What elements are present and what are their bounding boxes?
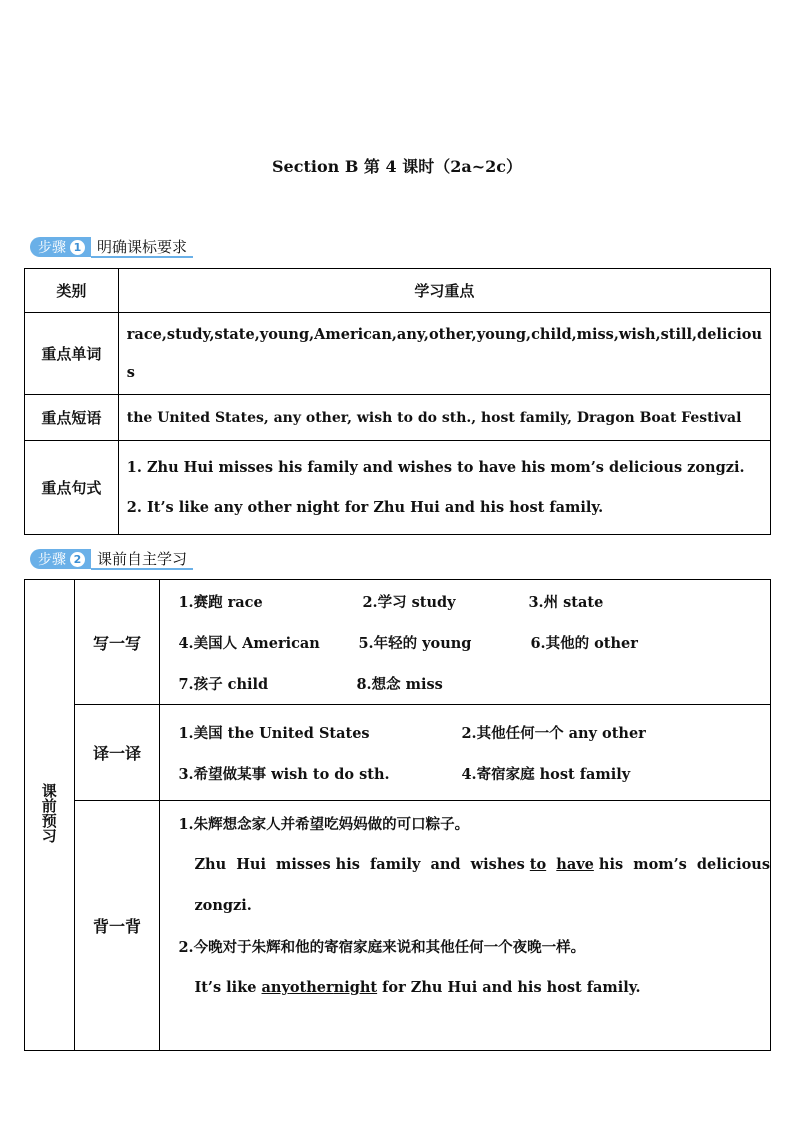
side-label: 课前预习 (39, 783, 58, 843)
step2-label: 课前自主学习 (91, 548, 193, 570)
write-item: 2.学习 study (362, 593, 456, 611)
translate-item: 4.寄宿家庭 host family (461, 765, 631, 783)
step2-number: 2 (70, 552, 85, 567)
table-row-words (25, 313, 771, 395)
translate-line-2 (178, 753, 770, 794)
write-item: 3.州 state (528, 593, 604, 611)
key-points-table (24, 268, 771, 535)
key-words-line2: s (126, 363, 135, 381)
recite-q2-en-b: for Zhu Hui and his host family. (377, 979, 641, 996)
page-title: Section B 第 4 课时（2a~2c） (272, 157, 522, 176)
write-item: 7.孩子 child (178, 675, 269, 693)
write-item: 5.年轻的 young (358, 634, 472, 652)
header-focus: 学习重点 (118, 269, 770, 313)
label-translate: 译一译 (74, 705, 160, 801)
key-sentence-1: 1. Zhu Hui misses his family and wishes to have his mom’s delicious zongzi. (126, 458, 745, 476)
recite-q1-en (178, 844, 770, 885)
write-item: 6.其他的 other (530, 634, 638, 652)
translate-item: 2.其他任何一个 any other (461, 724, 646, 742)
write-item: 4.美国人 American (178, 634, 320, 652)
step2-badge-text: 步骤 (38, 552, 66, 568)
step1-label: 明确课标要求 (91, 236, 193, 258)
label-key-sentences: 重点句式 (25, 441, 119, 535)
row-recite (25, 801, 771, 1051)
step1-badge-text: 步骤 (38, 240, 66, 256)
label-recite: 背一背 (74, 801, 160, 1051)
side-label-cell (25, 580, 75, 1051)
translate-item: 3.希望做某事 wish to do sth. (178, 765, 390, 783)
recite-cell (160, 801, 771, 1051)
label-key-words: 重点单词 (25, 313, 119, 395)
write-cell (160, 580, 771, 705)
key-phrases-cell (118, 395, 770, 441)
table-header-row (25, 269, 771, 313)
row-translate (25, 705, 771, 801)
table-row-sentences (25, 441, 771, 535)
translate-cell (160, 705, 771, 801)
blank-answer: night (333, 979, 378, 996)
recite-q1-en-a: Zhu Hui misses his family and wishes (194, 856, 530, 873)
recite-q1-en-c: zongzi. (194, 897, 252, 914)
blank-answer: to (529, 856, 547, 873)
recite-q2-en (178, 967, 770, 1008)
preview-table (24, 579, 771, 1051)
step2-badge (30, 549, 91, 569)
write-item: 1.赛跑 race (178, 593, 263, 611)
key-words-line1: race,study,state,young,American,any,other,young,child,miss,wish,still,deliciou (126, 325, 762, 343)
blank-answer: have (556, 856, 594, 873)
step1-number: 1 (70, 240, 85, 255)
translate-line-1 (178, 712, 770, 753)
write-line-3 (178, 663, 770, 704)
recite-q2-chinese: 2.今晚对于朱辉和他的寄宿家庭来说和其他任何一个夜晚一样。 (178, 939, 586, 956)
write-line-1 (178, 581, 770, 622)
recite-q2-en-a: It’s like (194, 979, 262, 996)
recite-q1-cn (178, 803, 770, 844)
recite-q1-en-b: his mom’s delicious (593, 856, 770, 873)
key-words-cell (118, 313, 770, 395)
label-write: 写一写 (74, 580, 160, 705)
step2-header (30, 549, 193, 569)
step1-badge (30, 237, 91, 257)
row-write (25, 580, 771, 705)
recite-q1-en-cont (178, 885, 770, 926)
key-phrases-text: the United States, any other, wish to do sth., host family, Dragon Boat Festival (126, 409, 742, 426)
table-row-phrases (25, 395, 771, 441)
key-sentences-cell (118, 441, 770, 535)
label-key-phrases: 重点短语 (25, 395, 119, 441)
translate-item: 1.美国 the United States (178, 724, 370, 742)
recite-q2-cn (178, 926, 770, 967)
recite-q1-chinese: 1.朱辉想念家人并希望吃妈妈做的可口粽子。 (178, 816, 470, 833)
blank-answer: other (289, 979, 334, 996)
write-item: 8.想念 miss (356, 675, 443, 693)
step1-header (30, 237, 193, 257)
key-sentence-2: 2. It’s like any other night for Zhu Hui and his host family. (126, 498, 604, 516)
header-category: 类别 (25, 269, 119, 313)
blank-answer: any (261, 979, 290, 996)
write-line-2 (178, 622, 770, 663)
